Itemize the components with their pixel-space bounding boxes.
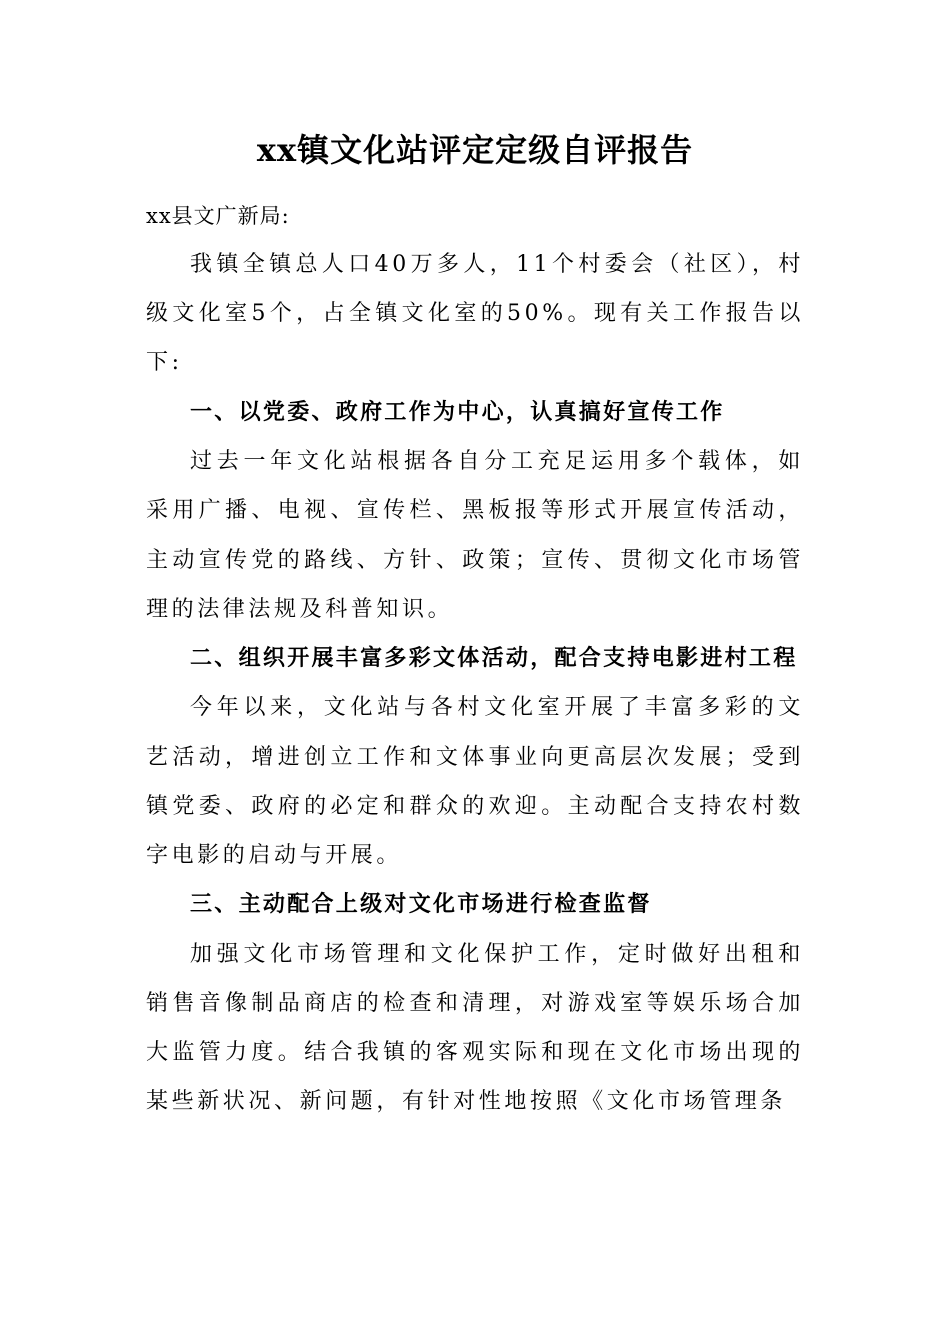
section-heading-3: 三、主动配合上级对文化市场进行检查监督 [190,891,652,918]
document-title: xx镇文化站评定定级自评报告 [256,131,694,169]
section-heading-2: 二、组织开展丰富多彩文体活动，配合支持电影进村工程 [190,644,798,671]
salutation: xx县文广新局: [146,204,290,228]
section-body-1: 过去一年文化站根据各自分工充足运用多个载体，如采用广播、电视、宣传栏、黑板报等形式开展宣传活动，主动宣传党的路线、方针、政策；宣传、贯彻文化市场管理的法律法规及科普知识。 [146,449,804,622]
intro-paragraph: 我镇全镇总人口40万多人，11个村委会（社区），村级文化室5个，占全镇文化室的50%。现有关工作报告以下: [146,252,804,376]
section-body-3: 加强文化市场管理和文化保护工作，定时做好出租和销售音像制品商店的检查和清理，对游戏室等娱乐场合加大监管力度。结合我镇的客观实际和现在文化市场出现的某些新状况、新问题，有针对性地按照《文化市场管理条 [146,941,804,1115]
section-body-2: 今年以来，文化站与各村文化室开展了丰富多彩的文艺活动，增进创立工作和文体事业向更高层次发展；受到镇党委、政府的必定和群众的欢迎。主动配合支持农村数字电影的启动与开展。 [146,695,804,869]
section-heading-1: 一、以党委、政府工作为中心，认真搞好宣传工作 [190,398,725,425]
document-page [146,118,804,1127]
